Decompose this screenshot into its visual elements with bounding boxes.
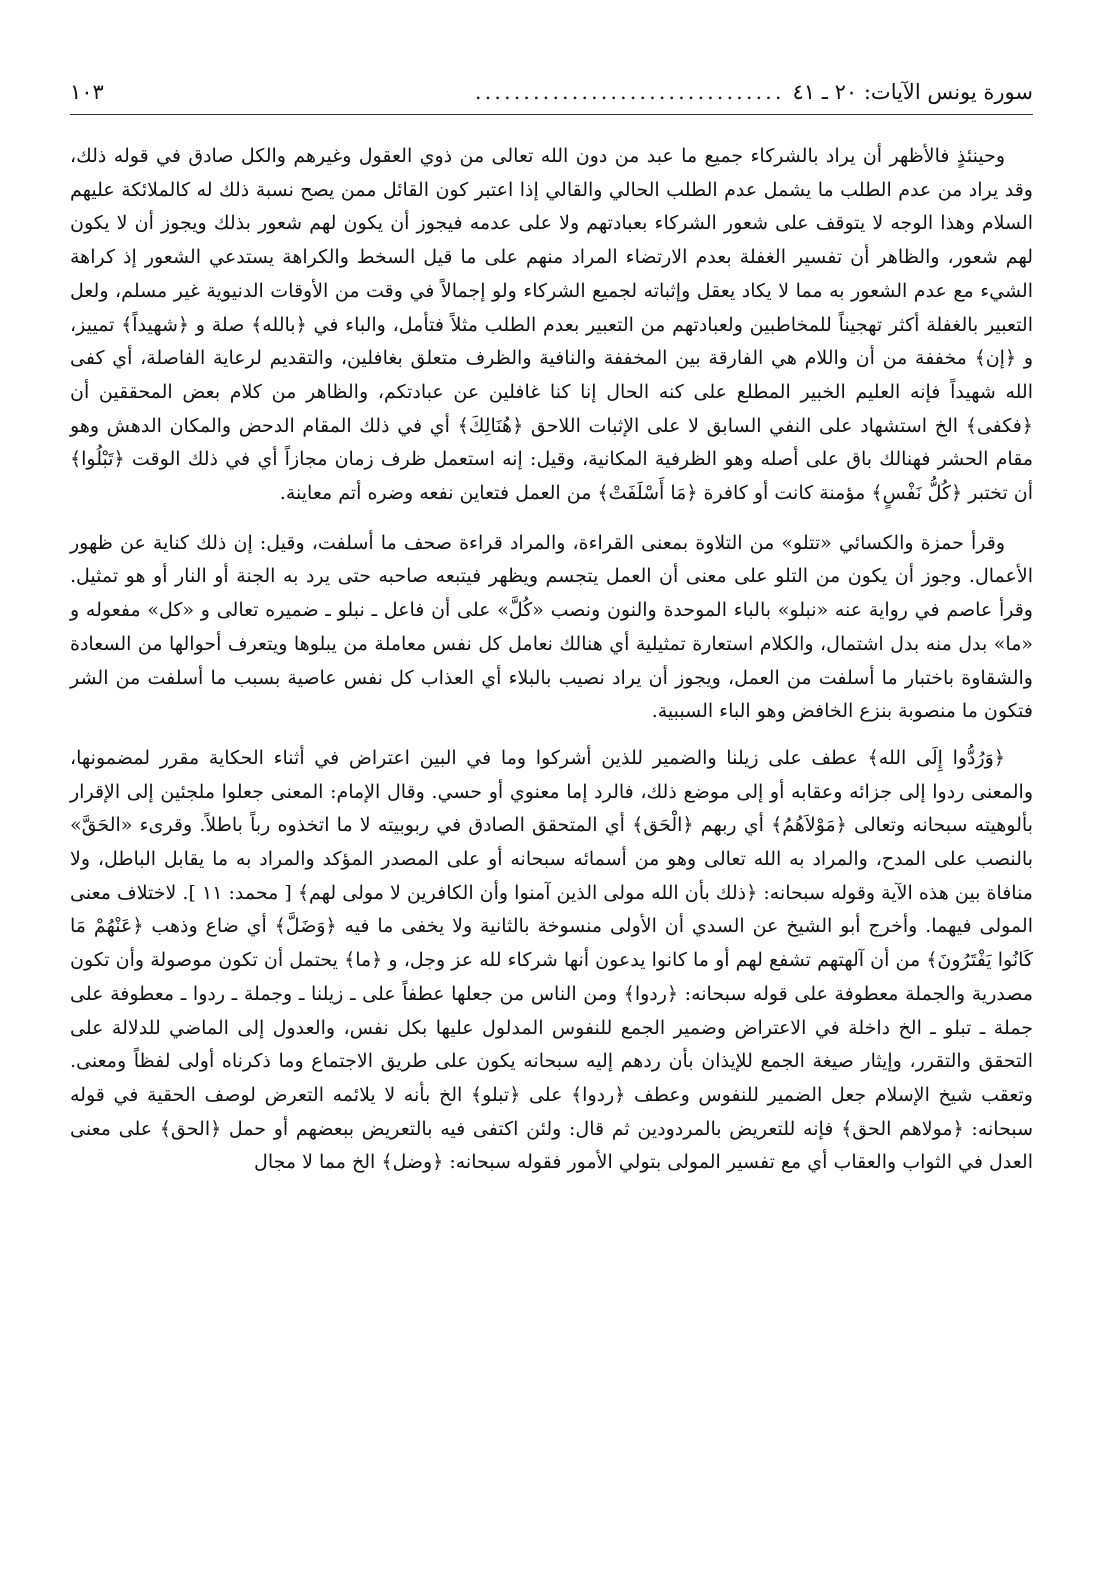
page-number: ١٠٣ bbox=[70, 80, 104, 104]
paragraph-2: وقرأ حمزة والكسائي «تتلو» من التلاوة بمعنى القراءة، والمراد قراءة صحف ما أسلفت، وقيل: إن ذلك كناية عن ظهور الأعمال. وجوز أن يكون من التلو على معنى أن العمل يتجسم ويظهر فيتبعه صاحبه حتى يرد به الجنة أو النار أو هو تمثيل. وقرأ عاصم في رواية عنه «نبلو» بالباء الموحدة والنون ونصب «كُلَّ» على أن فاعل ـ نبلو ـ ضميره تعالى و «كل» مفعوله و «ما» بدل منه بدل اشتمال، والكلام استعارة تمثيلية أي هنالك نعامل كل نفس معاملة من يبلوها ويتعرف أحوالها من السعادة والشقاوة باختبار ما أسلفت من العمل، ويجوز أن يراد نصيب بالبلاء أي العذاب كل نفس عاصية بسبب ما أسلفت من الشر فتكون ما منصوبة بنزع الخافض وهو الباء السببية. bbox=[70, 531, 1033, 723]
header-dot-leader: ................................ bbox=[474, 80, 785, 104]
surah-title: سورة يونس الآيات: ٢٠ ـ ٤١ bbox=[792, 80, 1033, 104]
page-header bbox=[70, 80, 1033, 115]
page-body bbox=[70, 140, 1033, 1193]
paragraph-3: ﴿وَرُدُّوا إِلَى الله﴾ عطف على زيلنا والضمير للذين أشركوا وما في البين اعتراض في أثناء الحكاية مقرر لمضمونها، والمعنى ردوا إلى جزائه وعقابه أو إلى موضع ذلك، فالرد إما معنوي أو حسي. وقال الإمام: المعنى جعلوا ملجئين إلى الإقرار بألوهيته سبحانه وتعالى ﴿مَوْلاَهُمُ﴾ أي ربهم ﴿الْحَق﴾ أي المتحقق الصادق في ربوبيته لا ما اتخذوه رباً باطلاً. وقرىء «الحَقَّ» بالنصب على المدح، والمراد به الله تعالى وهو من أسمائه سبحانه أو على المصدر المؤكد والمراد به ما يقابل الباطل، ولا منافاة بين هذه الآية وقوله سبحانه: ﴿ذلك بأن الله مولى الذين آمنوا وأن الكافرين لا مولى لهم﴾ [ محمد: ١١ ]. لاختلاف معنى المولى فيهما. وأخرج أبو الشيخ عن السدي أن الأولى منسوخة بالثانية ولا يخفى ما فيه ﴿وَضَلَّ﴾ أي ضاع وذهب ﴿عَنْهُمْ مَا كَانُوا يَفْتَرُونَ﴾ من أن آلهتهم تشفع لهم أو ما كانوا يدعون أنها شركاء لله عز وجل، و ﴿ما﴾ يحتمل أن تكون موصولة وأن تكون مصدرية والجملة معطوفة على قوله سبحانه: ﴿ردوا﴾ ومن الناس من جعلها عطفاً على ـ زيلنا ـ وجملة ـ ردوا ـ معطوفة على جملة ـ تبلو ـ الخ داخلة في الاعتراض وضمير الجمع للنفوس المدلول عليها بكل نفس، والعدول إلى الماضي للدلالة على التحقق والتقرر، وإيثار صيغة الجمع للإيذان بأن ردهم إليه سبحانه يكون على طريق الاجتماع وما ذكرناه أولى لفظاً ومعنى. وتعقب شيخ الإسلام جعل الضمير للنفوس وعطف ﴿ردوا﴾ على ﴿تبلو﴾ الخ بأنه لا يلائمه التعرض لوصف الحقية في قوله سبحانه: ﴿مولاهم الحق﴾ فإنه للتعريض بالمردودين ثم قال: ولئن اكتفى فيه بالتعريض ببعضهم أو حمل ﴿الحق﴾ على معنى العدل في الثواب والعقاب أي مع تفسير المولى بتولي الأمور فقوله سبحانه: ﴿وضل﴾ الخ مما لا مجال bbox=[70, 746, 1033, 1174]
paragraph-1: وحينئذٍ فالأظهر أن يراد بالشركاء جميع ما عبد من دون الله تعالى من ذوي العقول وغيرهم والكل صادق في قوله ذلك، وقد يراد من عدم الطلب ما يشمل عدم الطلب الحالي والقالي إذا اعتبر كون القائل ممن يصح نسبة ذلك له كالملائكة عليهم السلام وهذا الوجه لا يتوقف على شعور الشركاء بعبادتهم ولا على عدمه فيجوز أن يكون لهم شعور بذلك ويجوز أن لا يكون لهم شعور، والظاهر أن تفسير الغفلة بعدم الارتضاء المراد منهم على ما قيل السخط والكراهة يستدعي الشعور إذ كراهة الشيء مع عدم الشعور به مما لا يكاد يعقل وإثباته لجميع الشركاء ولو إجمالاً في وقت من الأوقات الدنيوية غير مسلم، ولعل التعبير بالغفلة أكثر تهجيناً للمخاطبين ولعبادتهم من التعبير بعدم الطلب مثلاً فتأمل، والباء في ﴿بالله﴾ صلة و ﴿شهيداً﴾ تمييز، و ﴿إن﴾ مخففة من أن واللام هي الفارقة بين المخففة والنافية والظرف متعلق بغافلين، والتقديم لرعاية الفاصلة، أي كفى الله شهيداً فإنه العليم الخبير المطلع على كنه الحال إنا كنا غافلين عن عبادتكم، والظاهر من كلام بعض المحققين أن ﴿فكفى﴾ الخ استشهاد على النفي السابق لا على الإثبات اللاحق ﴿هُنَالِكَ﴾ أي في ذلك المقام الدحض والمكان الدهش وهو مقام الحشر فهنالك باق على أصله وهو الظرفية المكانية، وقيل: إنه استعمل ظرف زمان مجازاً أي في ذلك الوقت ﴿تَبْلُوا﴾ أن تختبر ﴿كُلُّ نَفْسٍ﴾ مؤمنة كانت أو كافرة ﴿مَا أَسْلَفَتْ﴾ من العمل فتعاين نفعه وضره أتم معاينة. bbox=[70, 145, 1033, 505]
